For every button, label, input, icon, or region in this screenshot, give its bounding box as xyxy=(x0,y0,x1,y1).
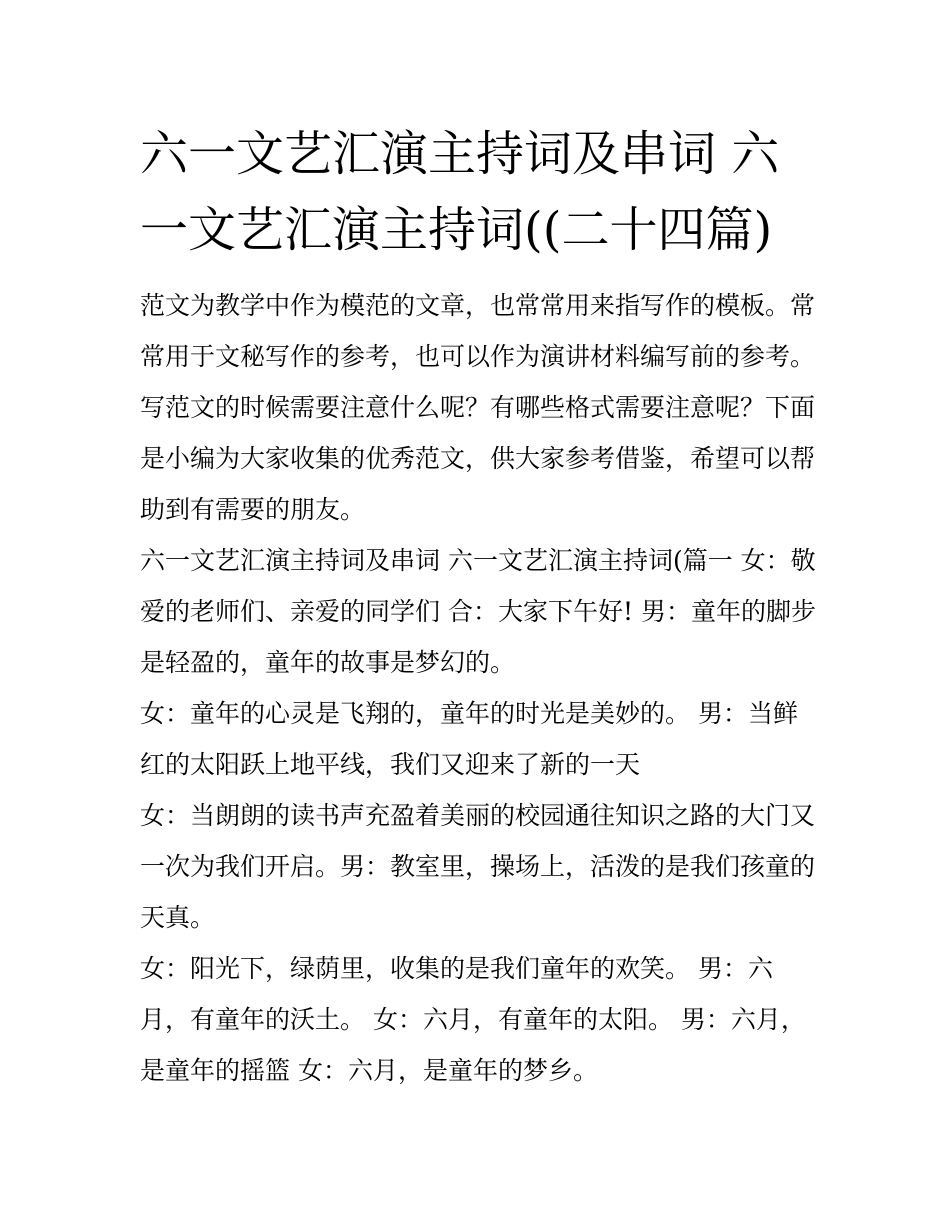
text-line: 女：阳光下，绿荫里，收集的是我们童年的欢笑。 男：六 xyxy=(140,954,773,983)
title-line-2: 一文艺汇演主持词((二十四篇) xyxy=(140,202,773,258)
text-line: 范文为教学中作为模范的文章，也常常用来指写作的模板。常 xyxy=(140,291,816,320)
text-line: 助到有需要的朋友。 xyxy=(140,495,366,524)
text-line: 爱的老师们、亲爱的同学们 合：大家下午好! 男：童年的脚步 xyxy=(140,597,816,626)
document-title xyxy=(140,116,820,268)
document-body xyxy=(140,280,820,1096)
text-line: 六一文艺汇演主持词及串词 六一文艺汇演主持词(篇一 女：敬 xyxy=(140,546,816,575)
text-line: 是小编为大家收集的优秀范文，供大家参考借鉴，希望可以帮 xyxy=(140,444,816,473)
text-line: 写范文的时候需要注意什么呢？有哪些格式需要注意呢？下面 xyxy=(140,393,816,422)
text-line: 天真。 xyxy=(140,903,216,932)
text-line: 是童年的摇篮 女：六月，是童年的梦乡。 xyxy=(140,1056,598,1085)
title-line-1: 六一文艺汇演主持词及串词 六 xyxy=(140,126,780,182)
text-line: 一次为我们开启。男：教室里，操场上，活泼的是我们孩童的 xyxy=(140,852,816,881)
paragraph-opening xyxy=(140,535,820,688)
text-line: 女：当朗朗的读书声充盈着美丽的校园通往知识之路的大门又 xyxy=(140,801,816,830)
text-line: 女：童年的心灵是飞翔的，童年的时光是美妙的。 男：当鲜 xyxy=(140,699,798,728)
paragraph-dialogue-3 xyxy=(140,943,820,1096)
text-line: 常用于文秘写作的参考，也可以作为演讲材料编写前的参考。 xyxy=(140,342,816,371)
paragraph-intro xyxy=(140,280,820,535)
paragraph-dialogue-2 xyxy=(140,790,820,943)
paragraph-dialogue-1 xyxy=(140,688,820,790)
text-line: 红的太阳跃上地平线，我们又迎来了新的一天 xyxy=(140,750,641,779)
text-line: 月，有童年的沃土。 女：六月，有童年的太阳。 男：六月， xyxy=(140,1005,806,1034)
text-line: 是轻盈的，童年的故事是梦幻的。 xyxy=(140,648,516,677)
